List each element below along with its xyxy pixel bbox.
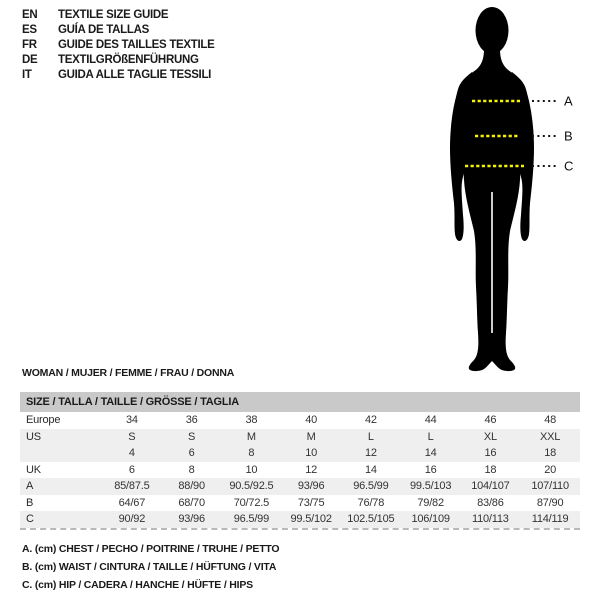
size-table bbox=[20, 392, 580, 530]
size-cell: XL bbox=[483, 430, 497, 443]
size-cell: M bbox=[306, 430, 316, 443]
size-cell: 46 bbox=[484, 414, 497, 427]
size-table-row bbox=[20, 462, 580, 479]
size-cell: 93/96 bbox=[297, 480, 325, 493]
gender-title: WOMAN / MUJER / FEMME / FRAU / DONNA bbox=[22, 367, 235, 379]
size-cell: 18 bbox=[484, 463, 497, 476]
woman-silhouette-figure bbox=[420, 0, 600, 380]
size-cell: 8 bbox=[248, 447, 255, 460]
silhouette-left-arm bbox=[450, 72, 472, 241]
language-label: GUÍA DE TALLAS bbox=[58, 24, 149, 36]
size-cell: 14 bbox=[424, 447, 437, 460]
size-cell: 10 bbox=[305, 447, 318, 460]
size-row-label: Europe bbox=[26, 414, 61, 427]
size-cell: 34 bbox=[125, 414, 138, 427]
size-cell: 90.5/92.5 bbox=[229, 480, 274, 493]
size-cell: S bbox=[188, 430, 196, 443]
size-cell: 40 bbox=[305, 414, 318, 427]
size-cell: 8 bbox=[188, 463, 195, 476]
size-cell: 99.5/102 bbox=[290, 513, 332, 526]
size-cell: S bbox=[128, 430, 136, 443]
language-label: GUIDA ALLE TAGLIE TESSILI bbox=[58, 69, 212, 81]
size-cell: L bbox=[367, 430, 374, 443]
language-code: DE bbox=[22, 54, 38, 66]
size-cell: 76/78 bbox=[357, 496, 385, 509]
size-cell: 99.5/103 bbox=[410, 480, 452, 493]
size-cell: 110/113 bbox=[472, 513, 509, 526]
language-code: FR bbox=[22, 39, 37, 51]
size-cell: 88/90 bbox=[178, 480, 205, 493]
size-cell: 64/67 bbox=[118, 496, 146, 509]
size-cell: 106/109 bbox=[411, 513, 450, 526]
size-cell: 93/96 bbox=[178, 513, 205, 526]
language-code: ES bbox=[22, 24, 37, 36]
size-cell: L bbox=[427, 430, 434, 443]
woman-silhouette bbox=[450, 7, 534, 371]
size-cell: 12 bbox=[364, 447, 377, 460]
legend-line: B. (cm) WAIST / CINTURA / TAILLE / HÜFTUNG / VITA bbox=[22, 561, 277, 573]
language-code: IT bbox=[22, 69, 32, 81]
size-table-rows bbox=[20, 412, 580, 528]
size-cell: 42 bbox=[364, 414, 377, 427]
size-cell: 90/92 bbox=[118, 513, 146, 526]
size-cell: 68/70 bbox=[178, 496, 205, 509]
size-table-row bbox=[20, 495, 580, 512]
size-table-row bbox=[20, 412, 580, 429]
size-cell: 114/119 bbox=[531, 513, 569, 526]
size-cell: 104/107 bbox=[471, 480, 510, 493]
size-table-row bbox=[20, 445, 580, 462]
size-cell: 14 bbox=[364, 463, 377, 476]
size-cell: 96.5/99 bbox=[233, 513, 270, 526]
measurement-legend bbox=[22, 540, 279, 594]
language-row bbox=[22, 23, 215, 38]
language-row bbox=[22, 68, 215, 83]
language-row bbox=[22, 53, 215, 68]
language-row bbox=[22, 38, 215, 53]
size-row-label: B bbox=[26, 496, 34, 509]
hip-label: C bbox=[564, 158, 574, 174]
size-cell: 18 bbox=[544, 447, 557, 460]
size-cell: 73/75 bbox=[297, 496, 325, 509]
size-cell: 96.5/99 bbox=[353, 480, 389, 493]
legend-line: C. (cm) HIP / CADERA / HANCHE / HÜFTE / HIPS bbox=[22, 579, 253, 591]
size-cell: 79/82 bbox=[417, 496, 444, 509]
size-table-row bbox=[20, 511, 580, 528]
language-code: EN bbox=[22, 9, 38, 21]
size-row-label: A bbox=[26, 480, 34, 493]
size-cell: M bbox=[246, 430, 256, 443]
size-cell: 4 bbox=[128, 447, 135, 460]
language-label: TEXTILE SIZE GUIDE bbox=[58, 9, 169, 21]
size-cell: 44 bbox=[424, 414, 437, 427]
size-cell: XXL bbox=[540, 430, 561, 443]
size-cell: 83/86 bbox=[477, 496, 504, 509]
waist-label: B bbox=[564, 128, 573, 144]
size-cell: 70/72.5 bbox=[233, 496, 270, 509]
size-table-row bbox=[20, 478, 580, 495]
chest-label: A bbox=[564, 93, 573, 109]
size-row-label: UK bbox=[26, 463, 41, 476]
legend-line: A. (cm) CHEST / PECHO / POITRINE / TRUHE / PETTO bbox=[22, 543, 280, 555]
size-row-label: C bbox=[26, 513, 34, 526]
silhouette-right-arm bbox=[512, 72, 534, 241]
size-cell: 6 bbox=[128, 463, 135, 476]
size-cell: 36 bbox=[185, 414, 198, 427]
language-title-list bbox=[22, 8, 215, 83]
size-cell: 16 bbox=[484, 447, 497, 460]
size-cell: 10 bbox=[245, 463, 258, 476]
size-cell: 12 bbox=[305, 463, 318, 476]
size-cell: 38 bbox=[245, 414, 258, 427]
size-cell: 85/87.5 bbox=[114, 480, 150, 493]
language-label: GUIDE DES TAILLES TEXTILE bbox=[58, 39, 215, 51]
size-cell: 48 bbox=[544, 414, 557, 427]
size-cell: 102.5/105 bbox=[347, 513, 395, 526]
size-cell: 6 bbox=[188, 447, 195, 460]
size-table-row bbox=[20, 429, 580, 446]
size-cell: 16 bbox=[424, 463, 437, 476]
size-row-label: US bbox=[26, 430, 41, 443]
size-cell: 107/110 bbox=[531, 480, 569, 493]
size-cell: 87/90 bbox=[536, 496, 564, 509]
size-table-header: SIZE / TALLA / TAILLE / GRÖSSE / TAGLIA bbox=[20, 392, 580, 412]
silhouette-head bbox=[476, 7, 509, 54]
language-label: TEXTILGRÖßENFÜHRUNG bbox=[58, 54, 199, 66]
language-row bbox=[22, 8, 215, 23]
size-cell: 20 bbox=[544, 463, 557, 476]
